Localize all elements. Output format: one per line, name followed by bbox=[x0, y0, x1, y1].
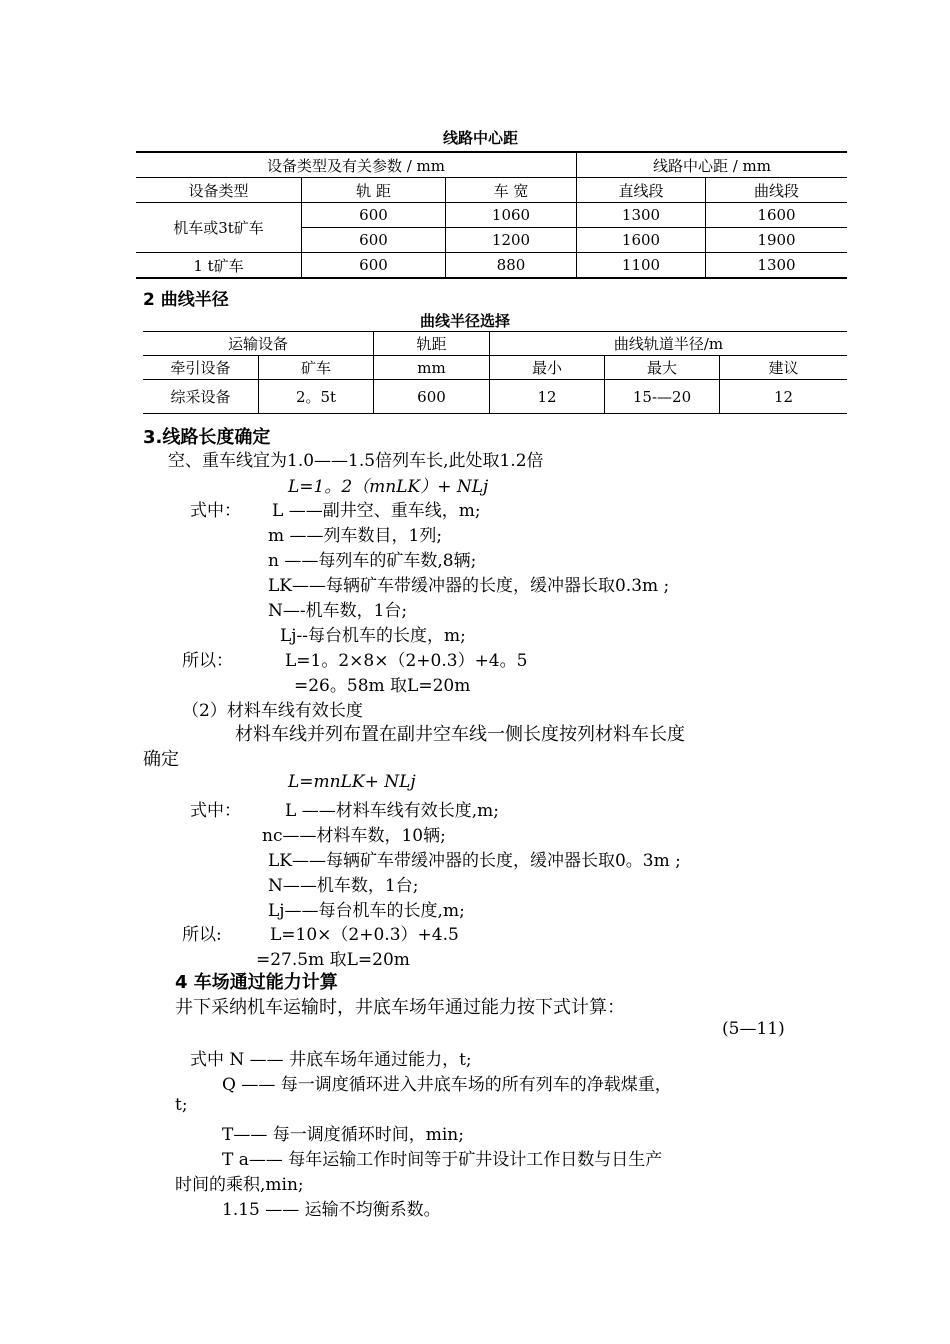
table-header-cell: 矿车 bbox=[259, 356, 374, 380]
body-text: LK——每辆矿车带缓冲器的长度，缓冲器长取0。3m ; bbox=[268, 851, 681, 871]
table-header-cell: 最小 bbox=[490, 356, 605, 380]
table-header-cell: 设备类型 bbox=[136, 178, 302, 203]
body-text: 式中： bbox=[190, 801, 241, 821]
body-text: T—— 每一调度循环时间，min; bbox=[222, 1125, 464, 1145]
table-header-cell: 线路中心距 / mm bbox=[577, 152, 848, 178]
table-cell: 12 bbox=[490, 380, 605, 414]
body-text: t; bbox=[175, 1095, 188, 1115]
section-heading: 2 曲线半径 bbox=[143, 290, 229, 310]
body-text: LK——每辆矿车带缓冲器的长度，缓冲器长取0.3m ; bbox=[268, 576, 670, 596]
table-header-cell: 轨距 bbox=[374, 332, 490, 356]
section-heading: 3.线路长度确定 bbox=[143, 427, 271, 448]
table-header-cell: mm bbox=[374, 356, 490, 380]
table-cell: 1200 bbox=[446, 228, 577, 253]
table-cell: 1900 bbox=[706, 228, 848, 253]
table-row bbox=[136, 253, 847, 279]
body-text: m ——列车数目，1列; bbox=[268, 526, 443, 546]
body-text: N——机车数，1台; bbox=[268, 876, 419, 896]
body-text: 1.15 —— 运输不均衡系数。 bbox=[222, 1200, 441, 1220]
table-header-cell: 运输设备 bbox=[143, 332, 374, 356]
body-text: 时间的乘积,min; bbox=[175, 1175, 304, 1195]
track-spacing-table bbox=[136, 151, 847, 279]
table-cell: 1 t矿车 bbox=[136, 253, 302, 279]
table-row bbox=[136, 203, 847, 228]
body-text: n ——每列车的矿车数,8辆; bbox=[268, 551, 477, 571]
table-header-cell: 直线段 bbox=[577, 178, 706, 203]
table-cell: 600 bbox=[302, 203, 446, 228]
section-heading: 4 车场通过能力计算 bbox=[175, 972, 338, 993]
table-header-cell: 牵引设备 bbox=[143, 356, 259, 380]
body-text: Q —— 每一调度循环进入井底车场的所有列车的净载煤重， bbox=[222, 1075, 672, 1095]
table-row bbox=[143, 380, 847, 414]
body-text: nc——材料车数，10辆; bbox=[262, 826, 446, 846]
table-cell: 600 bbox=[374, 380, 490, 414]
table-header-cell: 建议 bbox=[720, 356, 848, 380]
body-text: =27.5m 取L=20m bbox=[256, 950, 410, 970]
table-cell: 880 bbox=[446, 253, 577, 279]
table-cell: 1060 bbox=[446, 203, 577, 228]
table-header-cell: 曲线轨道半径/m bbox=[490, 332, 848, 356]
body-text: Lj--每台机车的长度，m; bbox=[280, 626, 466, 646]
table-cell: 1300 bbox=[706, 253, 848, 279]
table-header-cell: 曲线段 bbox=[706, 178, 848, 203]
body-text: 式中： bbox=[190, 501, 241, 521]
body-text: Lj——每台机车的长度,m; bbox=[268, 901, 465, 921]
table-cell: 2。5t bbox=[259, 380, 374, 414]
body-text: L ——副井空、重车线，m; bbox=[272, 501, 481, 521]
table-cell: 15-—20 bbox=[605, 380, 720, 414]
body-text: =26。58m 取L=20m bbox=[294, 676, 471, 696]
table-header-cell: 最大 bbox=[605, 356, 720, 380]
table-cell: 600 bbox=[302, 228, 446, 253]
table-cell: 1100 bbox=[577, 253, 706, 279]
table-cell: 12 bbox=[720, 380, 848, 414]
body-text: T a—— 每年运输工作时间等于矿井设计工作日数与日生产 bbox=[222, 1150, 663, 1170]
table-header-cell: 轨 距 bbox=[302, 178, 446, 203]
body-text: 所以: bbox=[182, 925, 222, 945]
body-text: 井下采纳机车运输时，井底车场年通过能力按下式计算： bbox=[175, 997, 625, 1018]
table-header-cell: 车 宽 bbox=[446, 178, 577, 203]
body-text: 确定 bbox=[143, 749, 179, 770]
table-cell: 机车或3t矿车 bbox=[136, 203, 302, 253]
table1-caption: 线路中心距 bbox=[443, 129, 519, 147]
body-text: L ——材料车线有效长度,m; bbox=[285, 801, 499, 821]
body-text: L=1。2×8×（2+0.3）+4。5 bbox=[285, 651, 528, 671]
formula: L=1。2（mnLK）+ NLj bbox=[288, 477, 489, 497]
body-text: 式中 N —— 井底车场年通过能力，t; bbox=[190, 1050, 472, 1070]
table-header-cell: 设备类型及有关参数 / mm bbox=[136, 152, 577, 178]
table2-caption: 曲线半径选择 bbox=[420, 312, 511, 330]
subheading: （2）材料车线有效长度 bbox=[182, 701, 363, 721]
table-cell: 综采设备 bbox=[143, 380, 259, 414]
table-cell: 1600 bbox=[577, 228, 706, 253]
table-cell: 1300 bbox=[577, 203, 706, 228]
curve-radius-table bbox=[143, 331, 847, 414]
body-text: L=10×（2+0.3）+4.5 bbox=[270, 925, 459, 945]
table-cell: 1600 bbox=[706, 203, 848, 228]
formula: L=mnLK+ NLj bbox=[288, 772, 416, 792]
equation-number: (5—11) bbox=[722, 1019, 785, 1039]
body-text: N—-机车数，1台; bbox=[268, 601, 408, 621]
body-text: 空、重车线宜为1.0——1.5倍列车长,此处取1.2倍 bbox=[168, 451, 544, 471]
body-text: 所以： bbox=[182, 651, 233, 671]
table-cell: 600 bbox=[302, 253, 446, 279]
body-text: 材料车线并列布置在副井空车线一侧长度按列材料车长度 bbox=[235, 724, 685, 745]
